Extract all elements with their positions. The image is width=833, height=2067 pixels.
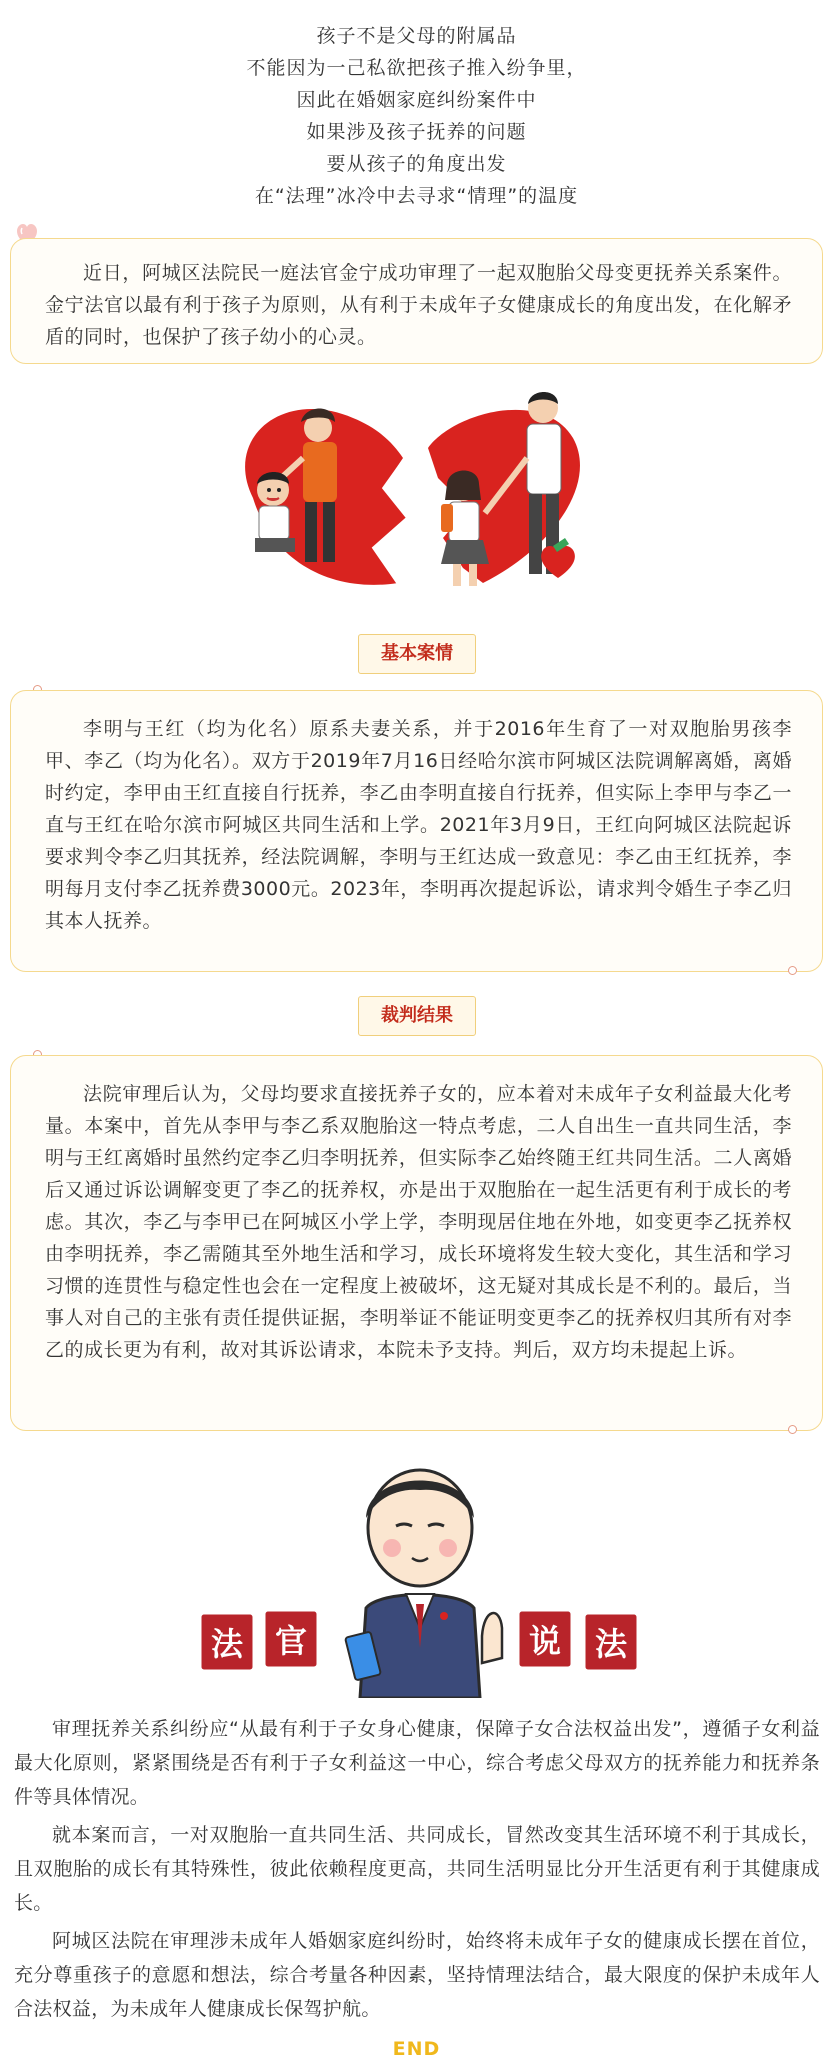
decor-dot [788,966,797,975]
boy-figure [255,472,295,552]
intro-block [0,20,833,212]
summary-box [10,238,823,364]
law-says-block [14,1712,820,2030]
judge-banner [200,1458,640,1698]
basic-case-text: 李明与王红（均为化名）原系夫妻关系，并于2016年生育了一对双胞胎男孩李甲、李乙（均为化名）。双方于2019年7月16日经哈尔滨市阿城区法院调解离婚，离婚时约定，李甲由王红直接自行抚养，李乙由李明直接自行抚养，但实际上李甲与李乙一直与王红在哈尔滨市阿城区共同生活和上学。2021年3月9日，王红向阿城区法院起诉要求判令李乙归其抚养，经法院调解，李明与王红达成一致意见：李乙由王红抚养，李明每月支付李乙抚养费3000元。2023年，李明再次提起诉讼，请求判令婚生子李乙归其本人抚养。 [45,718,792,932]
result-box [10,1055,823,1431]
decor-dot [788,1425,797,1434]
basic-case-box [10,690,823,972]
intro-line: 不能因为一己私欲把孩子推入纷争里， [246,57,587,79]
family-illustration [213,378,620,608]
banner-char: 说 [528,1622,562,1660]
section-tag-result: 裁判结果 [358,996,476,1036]
intro-line: 孩子不是父母的附属品 [316,25,517,47]
law-says-paragraph: 就本案而言，一对双胞胎一直共同生活、共同成长，冒然改变其生活环境不利于其成长，且双胞胎的成长有其特殊性，彼此依赖程度更高，共同生活明显比分开生活更有利于其健康成长。 [14,1824,820,1914]
intro-line: 如果涉及孩子抚养的问题 [306,121,527,143]
banner-char: 法 [594,1625,628,1663]
law-says-paragraph: 审理抚养关系纠纷应“从最有利于子女身心健康，保障子女合法权益出发”，遵循子女利益最大化原则，紧紧围绕是否有利于子女利益这一中心，综合考虑父母双方的抚养能力和抚养条件等具体情况。 [14,1718,820,1808]
intro-line: 在“法理”冰冷中去寻求“情理”的温度 [254,185,579,207]
end-mark: END [392,2038,441,2060]
summary-text: 近日，阿城区法院民一庭法官金宁成功审理了一起双胞胎父母变更抚养关系案件。金宁法官以最有利于孩子为原则，从有利于未成年子女健康成长的角度出发，在化解矛盾的同时，也保护了孩子幼小的心灵。 [45,262,792,348]
banner-char: 法 [210,1625,244,1663]
intro-line: 要从孩子的角度出发 [326,153,507,175]
result-text: 法院审理后认为，父母均要求直接抚养子女的，应本着对未成年子女利益最大化考量。本案中，首先从李甲与李乙系双胞胎这一特点考虑，二人自出生一直共同生活，李明与王红离婚时虽然约定李乙归李明抚养，但实际李乙始终随王红共同生活。二人离婚后又通过诉讼调解变更了李乙的抚养权，亦是出于双胞胎在一起生活更有利于成长的考虑。其次，李乙与李甲已在阿城区小学上学，李明现居住地在外地，如变更李乙抚养权由李明抚养，李乙需随其至外地生活和学习，成长环境将发生较大变化，其生活和学习习惯的连贯性与稳定性也会在一定程度上被破坏，这无疑对其成长是不利的。最后，当事人对自己的主张有责任提供证据，李明举证不能证明变更李乙的抚养权归其所有对李乙的成长更为有利，故对其诉讼请求，本院未予支持。判后，双方均未提起上诉。 [45,1083,792,1361]
banner-char: 官 [274,1622,308,1660]
section-tag-basic: 基本案情 [358,634,476,674]
intro-line: 因此在婚姻家庭纠纷案件中 [296,89,537,111]
judge-figure [345,1470,502,1698]
law-says-paragraph: 阿城区法院在审理涉未成年人婚姻家庭纠纷时，始终将未成年子女的健康成长摆在首位，充分尊重孩子的意愿和想法，综合考量各种因素，坚持情理法结合，最大限度的保护未成年人合法权益，为未成年人健康成长保驾护航。 [14,1930,820,2020]
